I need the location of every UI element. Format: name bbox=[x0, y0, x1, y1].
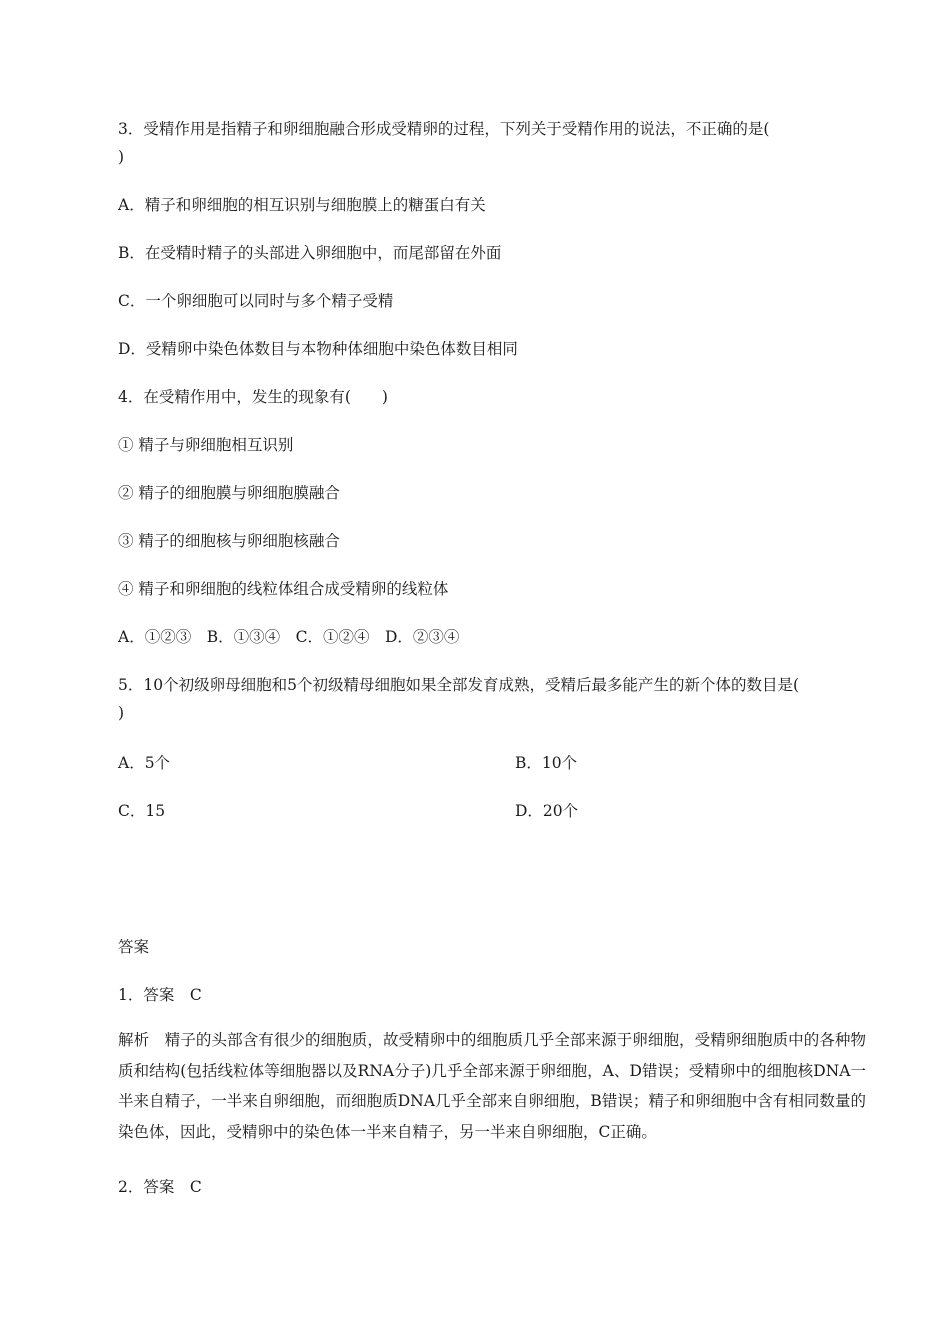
question-5-option-a: A．5个 bbox=[118, 754, 171, 772]
question-3-option-b: B．在受精时精子的头部进入卵细胞中，而尾部留在外面 bbox=[118, 244, 502, 262]
question-3-stem: 3．受精作用是指精子和卵细胞融合形成受精卵的过程，下列关于受精作用的说法，不正确的是( bbox=[118, 120, 770, 138]
question-3-option-c: C．一个卵细胞可以同时与多个精子受精 bbox=[118, 292, 394, 310]
question-3-option-a: A．精子和卵细胞的相互识别与细胞膜上的糖蛋白有关 bbox=[118, 196, 486, 214]
question-4-item-1: ① 精子与卵细胞相互识别 bbox=[118, 436, 294, 454]
question-4-stem: 4．在受精作用中，发生的现象有( ) bbox=[118, 388, 388, 406]
question-5-option-d: D．20个 bbox=[515, 802, 579, 820]
question-3-option-d: D．受精卵中染色体数目与本物种体细胞中染色体数目相同 bbox=[118, 340, 518, 358]
question-5-option-b: B．10个 bbox=[515, 754, 578, 772]
question-5-option-c: C．15 bbox=[118, 802, 166, 820]
answer-2: 2．答案 C bbox=[118, 1178, 202, 1196]
question-4-item-3: ③ 精子的细胞核与卵细胞核融合 bbox=[118, 532, 340, 550]
answer-1: 1．答案 C bbox=[118, 986, 202, 1004]
question-5-stem-end: ) bbox=[118, 704, 125, 722]
question-5-stem: 5．10个初级卵母细胞和5个初级精母细胞如果全部发育成熟，受精后最多能产生的新个体的数目是( bbox=[118, 676, 799, 694]
answer-1-explanation: 解析 精子的头部含有很少的细胞质，故受精卵中的细胞质几乎全部来源于卵细胞，受精卵细胞质中的各种物质和结构(包括线粒体等细胞器以及RNA分子)几乎全部来源于卵细胞，A、D错误；受精卵中的细胞核DNA一半来自精子，一半来自卵细胞，而细胞质DNA几乎全部来自卵细胞，B错误；精子和卵细胞中含有相同数量的染色体，因此，受精卵中的染色体一半来自精子，另一半来自卵细胞，C正确。 bbox=[118, 1031, 866, 1141]
question-3-stem-end: ) bbox=[118, 148, 125, 166]
question-4-item-4: ④ 精子和卵细胞的线粒体组合成受精卵的线粒体 bbox=[118, 580, 449, 598]
answers-heading: 答案 bbox=[118, 938, 150, 956]
question-4-item-2: ② 精子的细胞膜与卵细胞膜融合 bbox=[118, 484, 340, 502]
question-4-options: A．①②③ B．①③④ C．①②④ D．②③④ bbox=[118, 628, 460, 646]
